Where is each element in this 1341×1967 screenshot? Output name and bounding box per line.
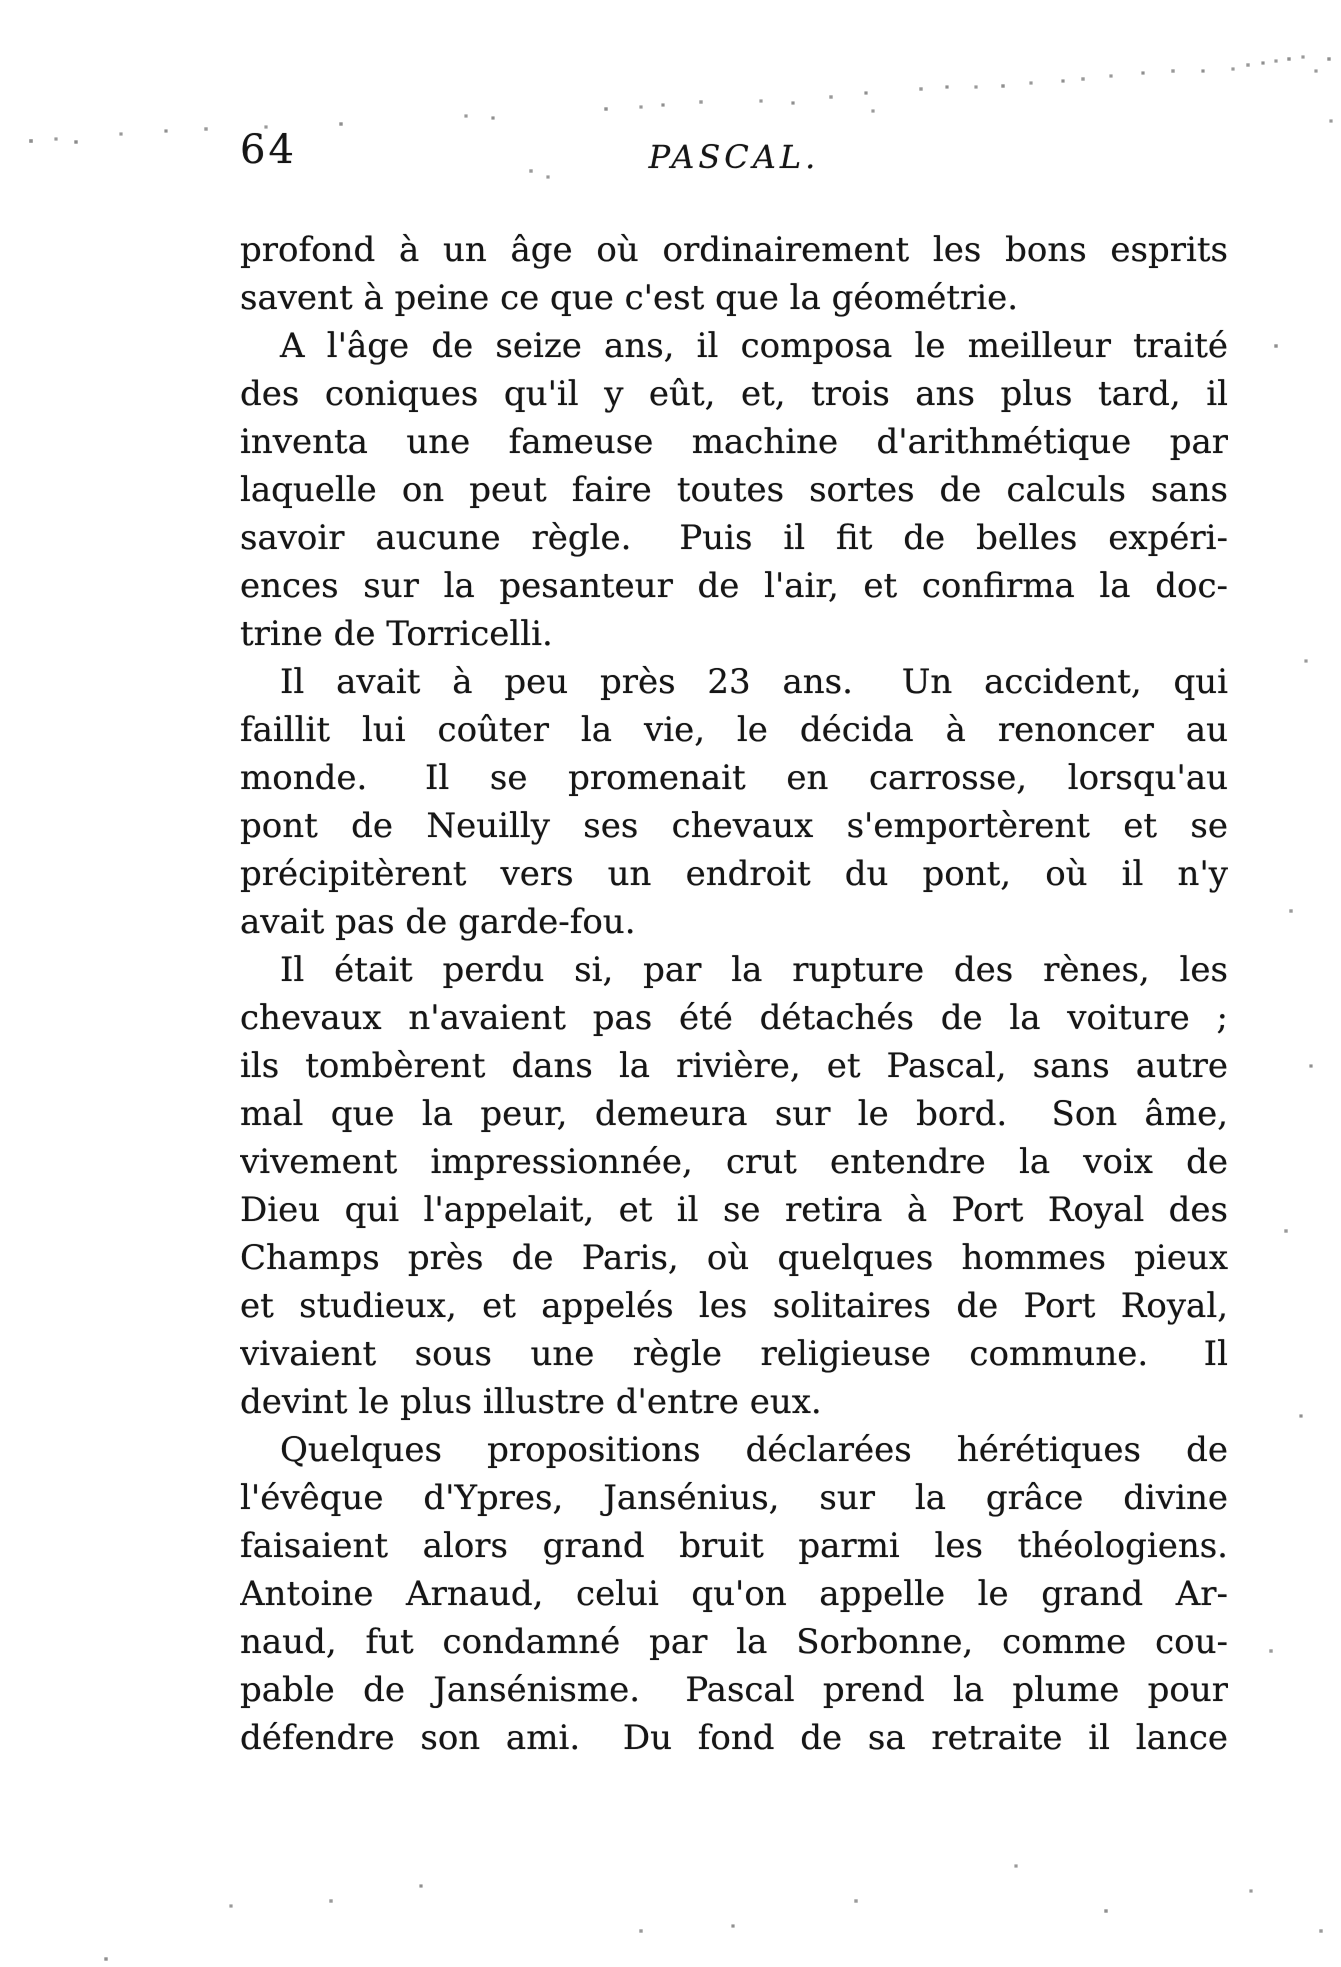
text-line: précipitèrent vers un endroit du pont, où il n'y — [240, 854, 1228, 894]
text-line: devint le plus illustre d'entre eux. — [240, 1382, 822, 1422]
text-line: Quelques propositions déclarées hérétiques de — [280, 1430, 1228, 1470]
text-line: profond à un âge où ordinairement les bons esprits — [240, 230, 1228, 270]
text-line: inventa une fameuse machine d'arithmétique par — [240, 422, 1228, 462]
text-line: l'évêque d'Ypres, Jansénius, sur la grâce divine — [240, 1478, 1228, 1518]
text-line: monde. Il se promenait en carrosse, lorsqu'au — [240, 758, 1228, 798]
text-line: et studieux, et appelés les solitaires de Port Royal, — [240, 1286, 1228, 1326]
text-line: ils tombèrent dans la rivière, et Pascal, sans autre — [240, 1046, 1228, 1086]
text-line: ences sur la pesanteur de l'air, et confirma la doc- — [240, 566, 1228, 606]
text-line: pable de Jansénisme. Pascal prend la plume pour — [240, 1670, 1228, 1710]
text-line: A l'âge de seize ans, il composa le meilleur traité — [280, 326, 1228, 366]
text-line: vivaient sous une règle religieuse commune. Il — [240, 1334, 1228, 1374]
text-line: pont de Neuilly ses chevaux s'emportèrent et se — [240, 806, 1228, 846]
text-line: Il était perdu si, par la rupture des rènes, les — [280, 950, 1228, 990]
text-line: faisaient alors grand bruit parmi les théologiens. — [240, 1526, 1228, 1566]
page-number: 64 — [240, 127, 297, 173]
scan-noise-specks — [0, 0, 2, 2]
text-line: défendre son ami. Du fond de sa retraite il lance — [240, 1718, 1228, 1758]
text-line: trine de Torricelli. — [240, 614, 553, 654]
text-line: Dieu qui l'appelait, et il se retira à Port Royal des — [240, 1190, 1228, 1230]
text-line: laquelle on peut faire toutes sortes de calculs sans — [240, 470, 1228, 510]
text-line: des coniques qu'il y eût, et, trois ans plus tard, il — [240, 374, 1228, 414]
text-line: naud, fut condamné par la Sorbonne, comme cou- — [240, 1622, 1228, 1662]
text-line: vivement impressionnée, crut entendre la voix de — [240, 1142, 1228, 1182]
text-line: avait pas de garde-fou. — [240, 902, 636, 942]
page-header — [240, 126, 1228, 186]
text-line: chevaux n'avaient pas été détachés de la voiture ; — [240, 998, 1228, 1038]
text-line: faillit lui coûter la vie, le décida à renoncer au — [240, 710, 1228, 750]
page-body — [240, 226, 1228, 1762]
running-title: PASCAL. — [648, 138, 820, 176]
text-line: Antoine Arnaud, celui qu'on appelle le grand Ar- — [240, 1574, 1228, 1614]
text-line: savent à peine ce que c'est que la géométrie. — [240, 278, 1019, 318]
text-line: mal que la peur, demeura sur le bord. Son âme, — [240, 1094, 1228, 1134]
text-line: savoir aucune règle. Puis il fit de belles expéri- — [240, 518, 1228, 558]
text-line: Il avait à peu près 23 ans. Un accident, qui — [280, 662, 1228, 702]
text-line: Champs près de Paris, où quelques hommes pieux — [240, 1238, 1228, 1278]
